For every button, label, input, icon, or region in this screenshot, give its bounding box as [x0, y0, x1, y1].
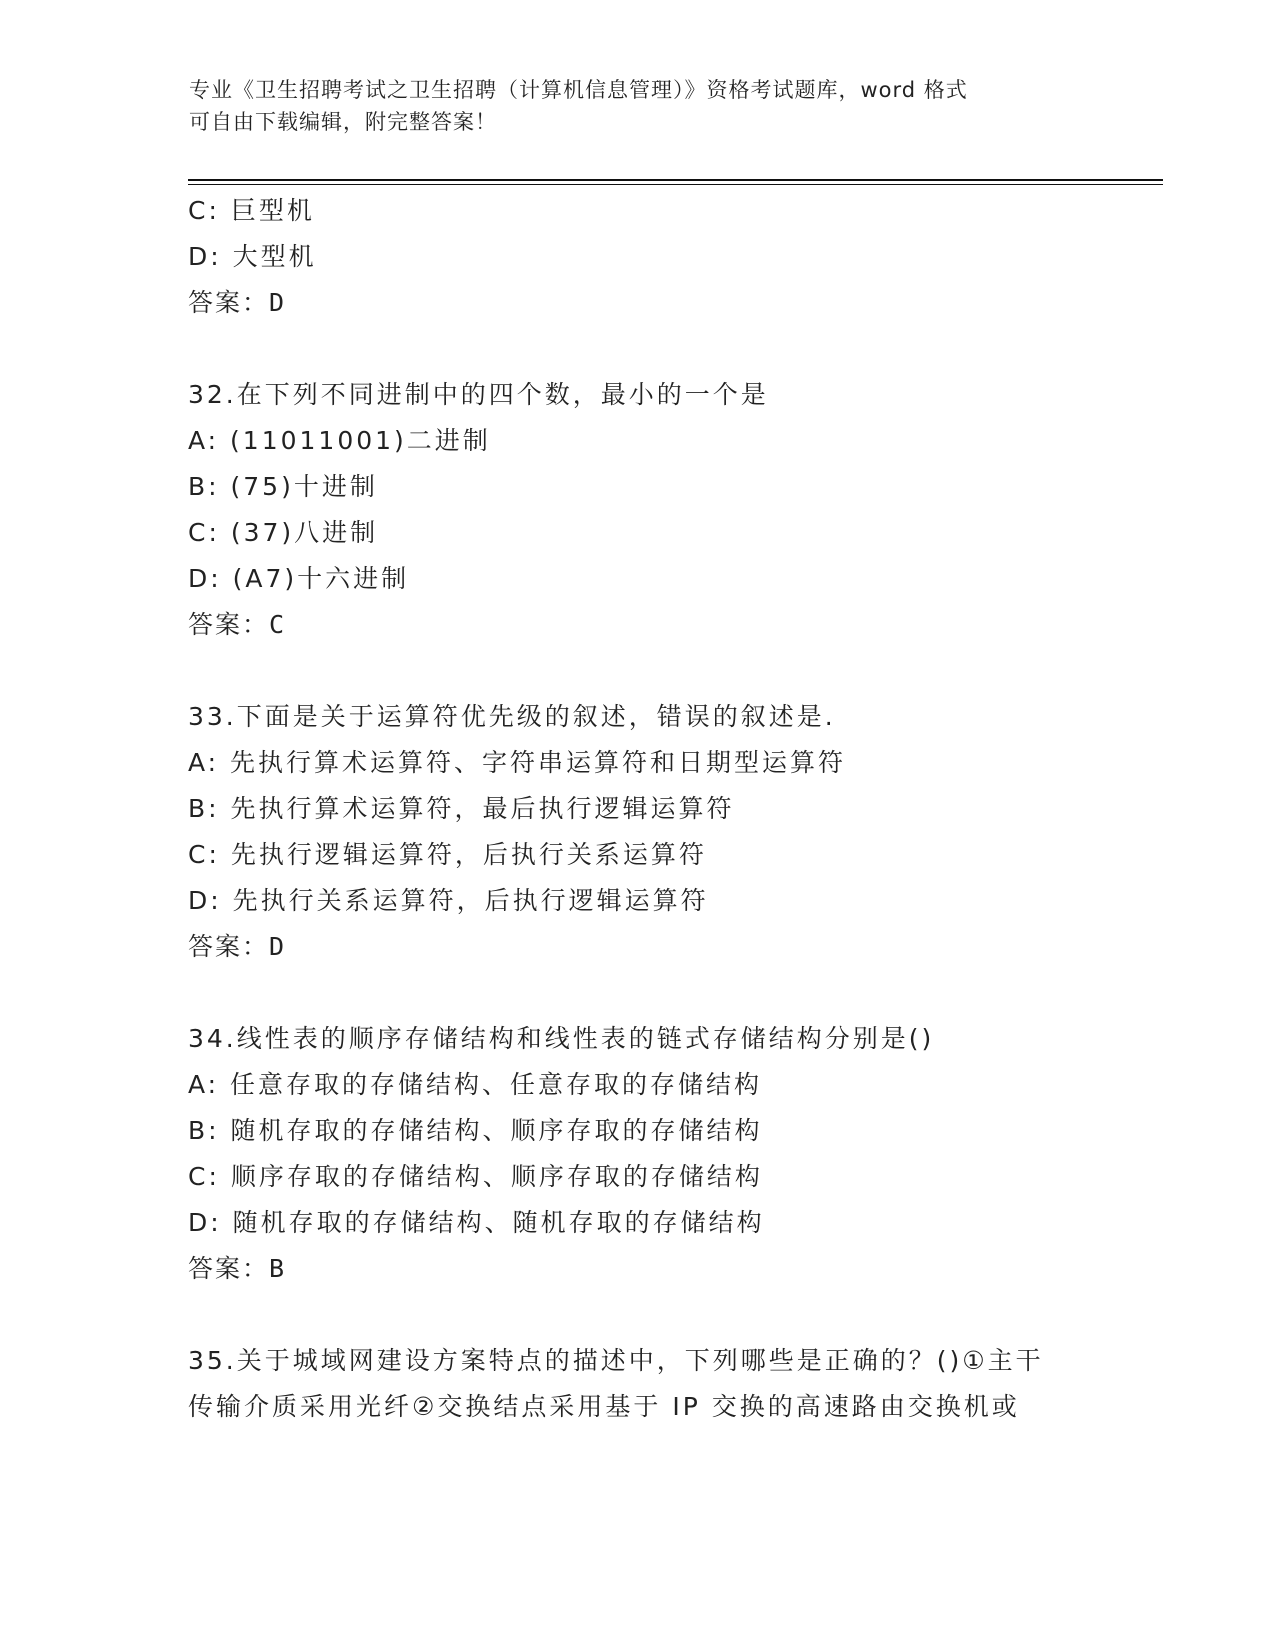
answer-line	[188, 602, 1118, 648]
answer-value: B	[269, 1254, 287, 1283]
answer-value: D	[269, 932, 287, 961]
question-34	[188, 1016, 1118, 1292]
answer-label: 答案：	[188, 932, 270, 961]
question-35	[188, 1338, 1118, 1430]
question-stem: 34.线性表的顺序存储结构和线性表的链式存储结构分别是()	[188, 1024, 935, 1053]
option-c: C: (37)八进制	[188, 518, 379, 547]
option-b: B: 随机存取的存储结构、顺序存取的存储结构	[188, 1116, 763, 1145]
option-c: C: 顺序存取的存储结构、顺序存取的存储结构	[188, 1162, 763, 1191]
page-header	[189, 74, 1069, 138]
question-32	[188, 372, 1118, 648]
question-33	[188, 694, 1118, 970]
question-stem-line-1: 35.关于城域网建设方案特点的描述中，下列哪些是正确的？()①主干	[188, 1346, 1044, 1375]
answer-line	[188, 924, 1118, 970]
question-list	[188, 188, 1118, 1430]
option-a: A: 先执行算术运算符、字符串运算符和日期型运算符	[188, 748, 847, 777]
header-line-1: 专业《卫生招聘考试之卫生招聘（计算机信息管理）》资格考试题库，word 格式	[189, 78, 968, 102]
option-b: B: (75)十进制	[188, 472, 378, 501]
answer-label: 答案：	[188, 610, 270, 639]
answer-value: D	[269, 288, 287, 317]
option-d: D: (A7)十六进制	[188, 564, 410, 593]
spacer	[188, 648, 1118, 694]
header-divider-thick	[188, 179, 1163, 181]
spacer	[188, 326, 1118, 372]
option-d: D: 大型机	[188, 242, 317, 271]
answer-label: 答案：	[188, 288, 270, 317]
option-c: C: 先执行逻辑运算符，后执行关系运算符	[188, 840, 707, 869]
answer-label: 答案：	[188, 1254, 270, 1283]
header-line-2: 可自由下载编辑，附完整答案！	[189, 110, 497, 134]
option-a: A: (11011001)二进制	[188, 426, 491, 455]
header-divider-thin	[188, 184, 1163, 185]
option-a: A: 任意存取的存储结构、任意存取的存储结构	[188, 1070, 763, 1099]
answer-value: C	[269, 610, 287, 639]
answer-line	[188, 280, 1118, 326]
answer-line	[188, 1246, 1118, 1292]
option-d: D: 随机存取的存储结构、随机存取的存储结构	[188, 1208, 765, 1237]
spacer	[188, 970, 1118, 1016]
spacer	[188, 1292, 1118, 1338]
question-stem: 33.下面是关于运算符优先级的叙述，错误的叙述是.	[188, 702, 836, 731]
question-stem: 32.在下列不同进制中的四个数，最小的一个是	[188, 380, 769, 409]
option-c: C: 巨型机	[188, 196, 315, 225]
question-stem-line-2: 传输介质采用光纤②交换结点采用基于 IP 交换的高速路由交换机或	[188, 1392, 1020, 1421]
option-d: D: 先执行关系运算符，后执行逻辑运算符	[188, 886, 709, 915]
option-b: B: 先执行算术运算符，最后执行逻辑运算符	[188, 794, 735, 823]
